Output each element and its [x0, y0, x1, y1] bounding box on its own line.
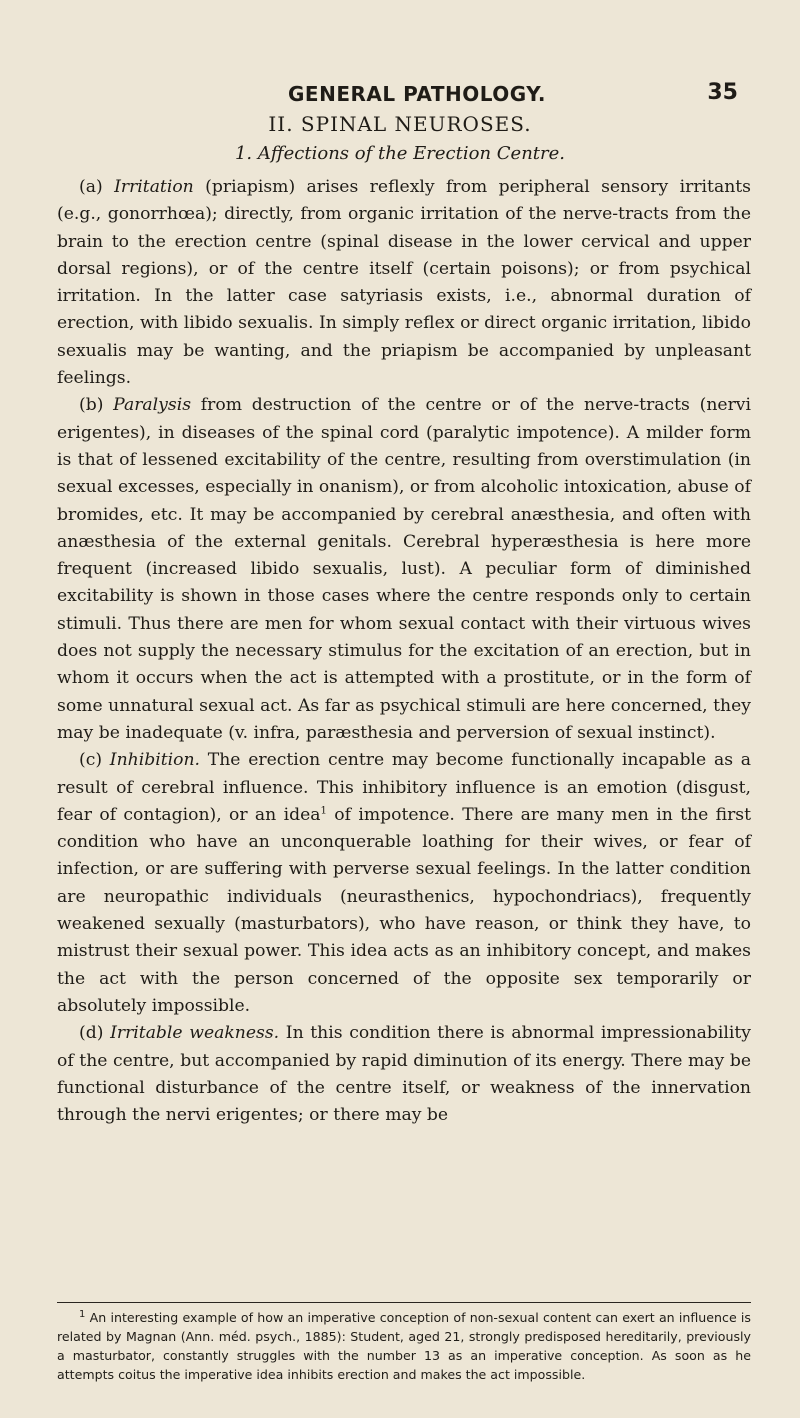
paragraph-label: (d) — [79, 1023, 104, 1044]
paragraph-label: (b) — [79, 395, 104, 416]
page-number: 35 — [707, 80, 738, 105]
footnote-marker: 1 — [79, 1308, 86, 1320]
footnote — [57, 1308, 751, 1384]
footnote-reference[interactable]: 1 — [320, 805, 327, 817]
paragraph-heading: Irritable weakness. — [110, 1023, 280, 1044]
header-title: GENERAL PATHOLOGY. — [288, 82, 546, 106]
paragraph-heading: Paralysis — [113, 395, 192, 416]
paragraph-c — [57, 747, 751, 1020]
paragraph-text: In this condition there is abnormal impressionability of the centre, but accompanied by rapid diminution of its energy. There may be functional disturbance of the centre itself, or weakness of the innervation through the nervi erigentes; or there may be — [57, 1023, 751, 1126]
paragraph-heading: Irritation — [114, 177, 194, 197]
footnote-divider — [57, 1302, 751, 1303]
section-title: II. SPINAL NEUROSES. — [268, 112, 532, 136]
footnote-text: An interesting example of how an imperative conception of non-sexual content can exert an influence is related by Magnan (Ann. méd. psych., 1885): Student, aged 21, strongly predisposed hereditarily, previously a masturbator, constantly struggles with the number 13 as an imperative conception. As soon as he attempts coitus the imperative idea inhibits erection and makes the act impossible. — [57, 1310, 751, 1382]
paragraph-d — [57, 1020, 751, 1129]
paragraph-text: (priapism) arises reflexly from peripheral sensory irritants (e.g., gonorrhœa); directly, from organic irritation of the nerve-tracts from the brain to the erection centre (spinal disease in the lower cervical and upper dorsal regions), or of the centre itself (certain poisons); or from psychical irritation. In the latter case satyriasis exists, i.e., abnormal duration of erection, with libido sexualis. In simply reflex or direct organic irritation, libido sexualis may be wanting, and the priapism be accompanied by unpleasant feelings. — [57, 177, 751, 389]
paragraph-b — [57, 392, 751, 747]
paragraph-label: (a) — [79, 177, 103, 197]
paragraph-a — [57, 174, 751, 392]
body-text — [57, 174, 751, 1129]
paragraph-label: (c) — [79, 750, 103, 771]
paragraph-text: from destruction of the centre or of the nerve-tracts (nervi erigentes), in diseases of the spinal cord (paralytic impotence). A milder form is that of lessened excitability of the centre, resulting from overstimulation (in sexual excesses, especially in onanism), or from alcoholic intoxication, abuse of bromides, etc. It may be accompanied by cerebral anæsthesia, and often with anæsthesia of the external genitals. Cerebral hyperæsthesia is here more frequent (increased libido sexualis, lust). A peculiar form of diminished excitability is shown in those cases where the centre responds only to certain stimuli. Thus there are men for whom sexual contact with their virtuous wives does not supply the necessary stimulus for the excitation of an erection, but in whom it occurs when the act is attempted with a prostitute, or in the form of some unnatural sexual act. As far as psychical stimuli are here concerned, they may be inadequate (v. infra, paræsthesia and perversion of sexual instinct). — [57, 395, 751, 743]
paragraph-text: of impotence. There are many men in the first condition who have an unconquerable loathing for their wives, or fear of infection, or are suffering with perverse sexual feelings. In the latter condition are neuropathic individuals (neurasthenics, hypochondriacs), frequently weakened sexually (masturbators), who have reason, or think they have, to mistrust their sexual power. This idea acts as an inhibitory concept, and makes the act with the person concerned of the opposite sex temporarily or absolutely impossible. — [57, 804, 752, 1016]
subsection-title: 1. Affections of the Erection Centre. — [234, 143, 566, 164]
running-header — [224, 82, 738, 110]
paragraph-text: The erection centre may become functionally incapable as a result of cerebral influence. This inhibitory influence is an emotion (disgust, fear of contagion), or an idea — [57, 750, 752, 825]
paragraph-heading: Inhibition. — [109, 750, 201, 771]
